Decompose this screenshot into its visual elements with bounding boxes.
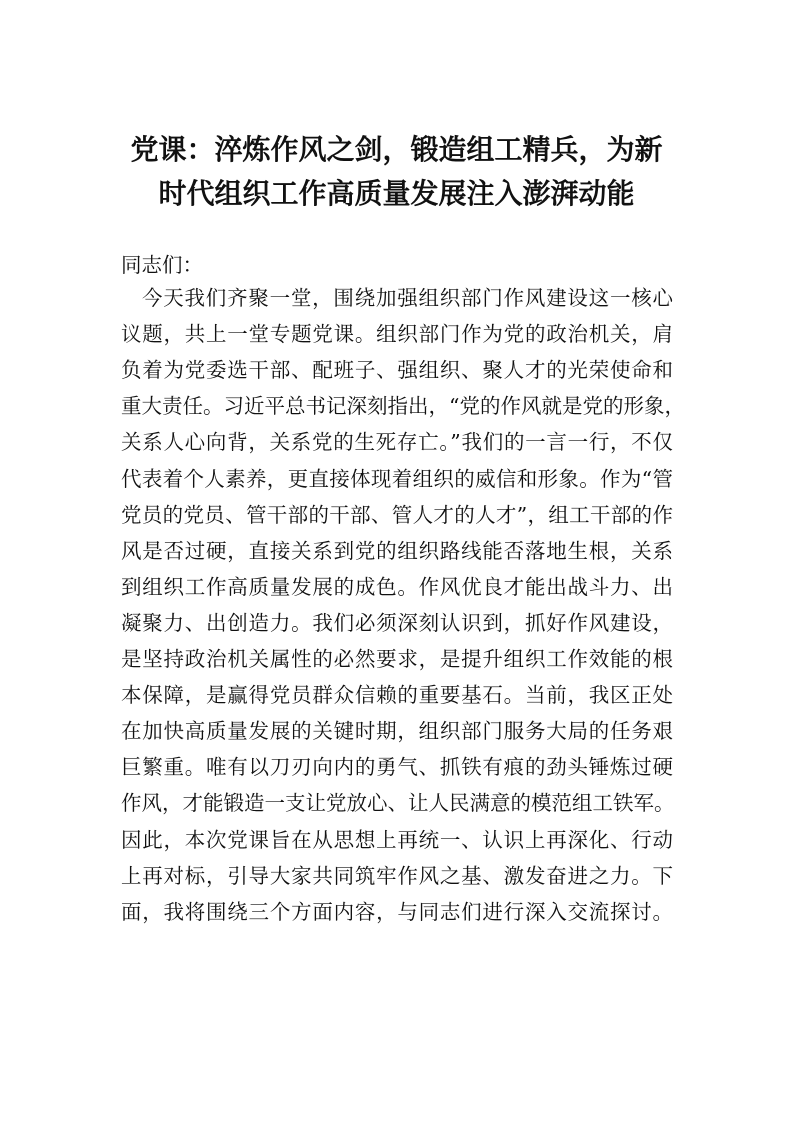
document-title-line-1: 党课：淬炼作风之剑，锻造组工精兵，为新 — [130, 133, 663, 166]
paragraph-line: 巨繁重。唯有以刀刃向内的勇气、抓铁有痕的劲头锤炼过硬 — [121, 755, 673, 780]
salutation: 同志们： — [121, 253, 203, 277]
paragraph-line: 议题，共上一堂专题党课。组织部门作为党的政治机关，肩 — [121, 322, 673, 347]
paragraph-line: 凝聚力、出创造力。我们必须深刻认识到，抓好作风建设， — [121, 610, 673, 635]
paragraph-line: 本保障，是赢得党员群众信赖的重要基石。当前，我区正处 — [121, 683, 673, 708]
paragraph-line: 党员的党员、管干部的干部、管人才的人才”，组工干部的作 — [121, 502, 673, 527]
document-title-line-2: 时代组织工作高质量发展注入澎湃动能 — [158, 177, 635, 210]
paragraph-line: 作风，才能锻造一支让党放心、让人民满意的模范组工铁军。 — [121, 791, 675, 816]
paragraph-line: 今天我们齐聚一堂，围绕加强组织部门作风建设这一核心 — [142, 286, 673, 310]
paragraph-line: 因此，本次党课旨在从思想上再统一、认识上再深化、行动 — [121, 827, 673, 852]
paragraph-line: 是坚持政治机关属性的必然要求，是提升组织工作效能的根 — [121, 647, 673, 671]
paragraph-line: 上再对标，引导大家共同筑牢作风之基、激发奋进之力。下 — [121, 863, 673, 888]
paragraph-line: 到组织工作高质量发展的成色。作风优良才能出战斗力、出 — [121, 574, 673, 599]
paragraph-line: 风是否过硬，直接关系到党的组织路线能否落地生根，关系 — [121, 538, 673, 563]
paragraph-line: 负着为党委选干部、配班子、强组织、聚人才的光荣使命和 — [121, 358, 673, 383]
paragraph-line: 代表着个人素养，更直接体现着组织的威信和形象。作为“管 — [121, 466, 673, 491]
paragraph-line: 在加快高质量发展的关键时期，组织部门服务大局的任务艰 — [121, 719, 673, 744]
paragraph-line: 面，我将围绕三个方面内容，与同志们进行深入交流探讨。 — [121, 899, 673, 924]
paragraph-line: 重大责任。习近平总书记深刻指出，“党的作风就是党的形象， — [121, 394, 685, 419]
paragraph-line: 关系人心向背，关系党的生死存亡。”我们的一言一行，不仅 — [121, 430, 673, 455]
